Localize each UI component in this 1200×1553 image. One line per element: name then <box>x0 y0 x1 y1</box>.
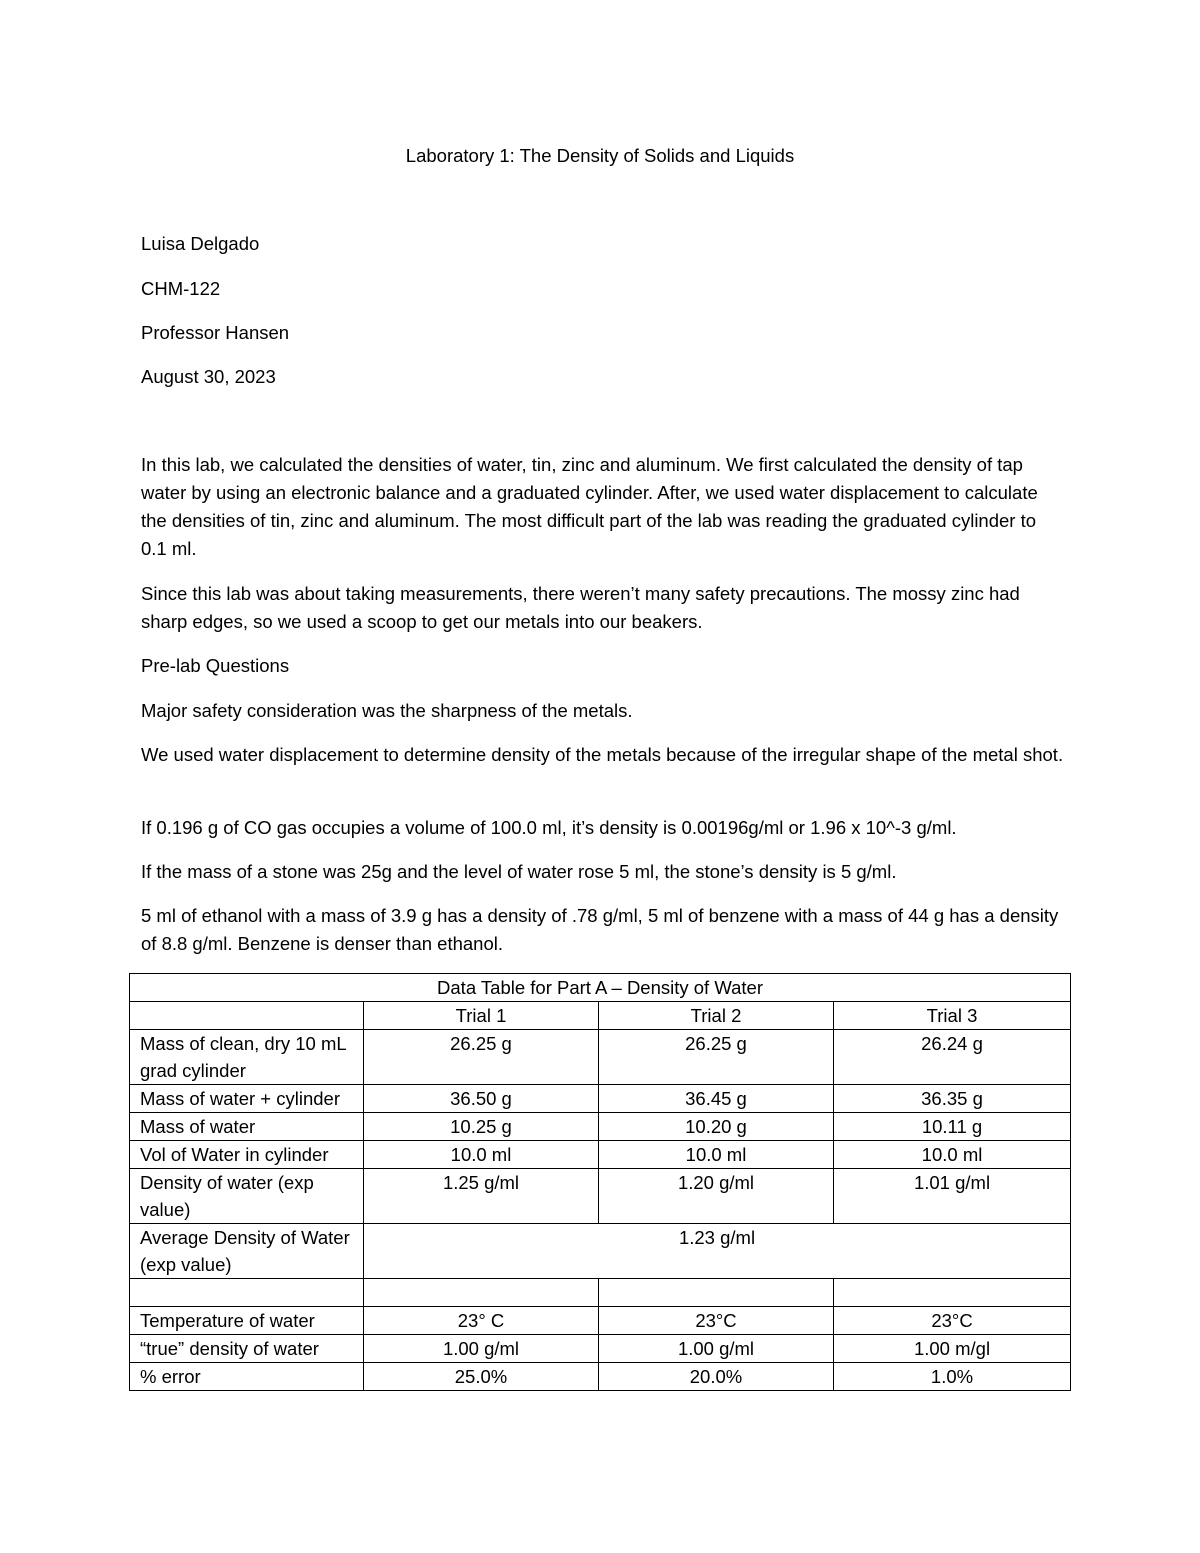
density-data-table <box>129 973 1071 1391</box>
row-label: Mass of clean, dry 10 mL grad cylinder <box>130 1030 364 1085</box>
prelab-answer: If 0.196 g of CO gas occupies a volume of 100.0 ml, it’s density is 0.00196g/ml or 1.96 x 10^-3 g/ml. <box>141 817 957 838</box>
prelab-heading: Pre-lab Questions <box>141 655 290 676</box>
table-row <box>130 1141 1071 1169</box>
average-density-cell: 1.23 g/ml <box>364 1224 1071 1279</box>
table-cell: 36.45 g <box>599 1085 834 1113</box>
document-date: August 30, 2023 <box>141 366 276 387</box>
row-label: Mass of water <box>130 1113 364 1141</box>
table-cell: 36.35 g <box>834 1085 1071 1113</box>
professor-name: Professor Hansen <box>141 322 290 343</box>
table-cell: 10.11 g <box>834 1113 1071 1141</box>
empty-cell <box>834 1279 1071 1307</box>
table-cell: 10.25 g <box>364 1113 599 1141</box>
table-header-cell: Trial 1 <box>364 1002 599 1030</box>
table-cell: 20.0% <box>599 1363 834 1391</box>
table-cell: 36.50 g <box>364 1085 599 1113</box>
table-header-row <box>130 1002 1071 1030</box>
intro-paragraph: In this lab, we calculated the densities of water, tin, zinc and aluminum. We first calculated the density of tap water by using an electronic balance and a graduated cylinder. After, we used water displacement to calculate the densities of tin, zinc and aluminum. The most difficult part of the lab was reading the graduated cylinder to 0.1 ml. <box>141 454 1038 559</box>
row-label: Vol of Water in cylinder <box>130 1141 364 1169</box>
table-cell: 1.20 g/ml <box>599 1169 834 1224</box>
course-code: CHM-122 <box>141 278 221 299</box>
table-cell: 10.0 ml <box>599 1141 834 1169</box>
table-cell: 10.20 g <box>599 1113 834 1141</box>
prelab-answer: Major safety consideration was the sharpness of the metals. <box>141 700 633 721</box>
prelab-answer: We used water displacement to determine density of the metals because of the irregular shape of the metal shot. <box>141 744 1064 765</box>
table-cell: 26.25 g <box>364 1030 599 1085</box>
empty-cell <box>130 1279 364 1307</box>
table-row <box>130 1169 1071 1224</box>
table-cell: 10.0 ml <box>364 1141 599 1169</box>
table-cell: 1.01 g/ml <box>834 1169 1071 1224</box>
row-label: Mass of water + cylinder <box>130 1085 364 1113</box>
table-cell: 10.0 ml <box>834 1141 1071 1169</box>
table-row <box>130 1113 1071 1141</box>
empty-cell <box>364 1279 599 1307</box>
table-row <box>130 1030 1071 1085</box>
table-cell: 23°C <box>599 1307 834 1335</box>
table-cell: 1.00 m/gl <box>834 1335 1071 1363</box>
document-title: Laboratory 1: The Density of Solids and Liquids <box>405 145 795 166</box>
table-cell: 23° C <box>364 1307 599 1335</box>
row-label: Temperature of water <box>130 1307 364 1335</box>
row-label: “true” density of water <box>130 1335 364 1363</box>
author-name: Luisa Delgado <box>141 233 260 254</box>
table-row <box>130 1335 1071 1363</box>
prelab-answer: 5 ml of ethanol with a mass of 3.9 g has a density of .78 g/ml, 5 ml of benzene with a mass of 44 g has a density of 8.8 g/ml. Benzene is denser than ethanol. <box>141 905 1059 954</box>
table-header-cell: Trial 2 <box>599 1002 834 1030</box>
table-cell: 23°C <box>834 1307 1071 1335</box>
table-caption-row <box>130 974 1071 1002</box>
table-row-average <box>130 1224 1071 1279</box>
table-header-cell: Trial 3 <box>834 1002 1071 1030</box>
empty-cell <box>599 1279 834 1307</box>
table-cell: 26.24 g <box>834 1030 1071 1085</box>
row-label: % error <box>130 1363 364 1391</box>
table-row-empty <box>130 1279 1071 1307</box>
prelab-answer: If the mass of a stone was 25g and the level of water rose 5 ml, the stone’s density is 5 g/ml. <box>141 861 897 882</box>
safety-paragraph: Since this lab was about taking measurements, there weren’t many safety precautions. The mossy zinc had sharp edges, so we used a scoop to get our metals into our beakers. <box>141 583 1020 632</box>
table-cell: 26.25 g <box>599 1030 834 1085</box>
table-cell: 25.0% <box>364 1363 599 1391</box>
row-label: Average Density of Water (exp value) <box>130 1224 364 1279</box>
table-cell: 1.00 g/ml <box>364 1335 599 1363</box>
table-cell: 1.25 g/ml <box>364 1169 599 1224</box>
table-cell: 1.0% <box>834 1363 1071 1391</box>
row-label: Density of water (exp value) <box>130 1169 364 1224</box>
table-row <box>130 1085 1071 1113</box>
table-row <box>130 1307 1071 1335</box>
table-header-cell <box>130 1002 364 1030</box>
table-cell: 1.00 g/ml <box>599 1335 834 1363</box>
table-row <box>130 1363 1071 1391</box>
table-caption: Data Table for Part A – Density of Water <box>130 974 1071 1002</box>
